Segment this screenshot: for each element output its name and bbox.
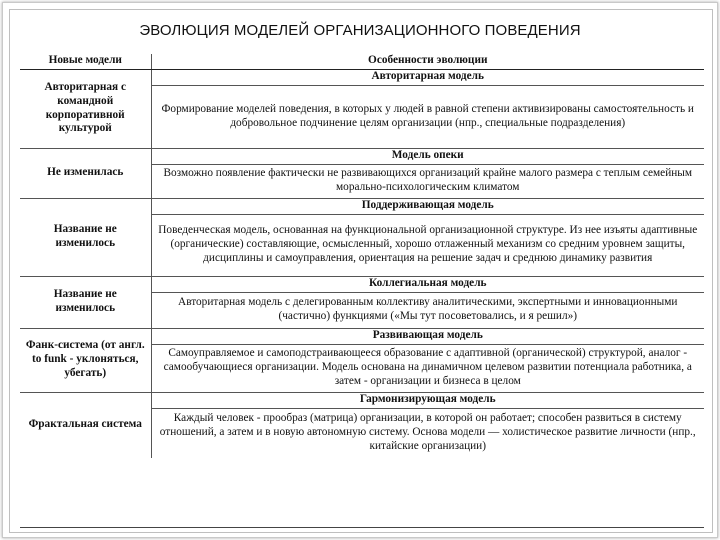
- model-type-label: Гармонизирующая модель: [151, 392, 704, 408]
- header-new-models: Новые модели: [20, 54, 151, 69]
- model-description: Возможно появление фактически не развивающихся организаций крайне малого размера с теплым семейным морально-психологическим климатом: [151, 164, 704, 198]
- evolution-table: [20, 54, 704, 458]
- model-type-label: Поддерживающая модель: [151, 198, 704, 214]
- model-type-label: Авторитарная модель: [151, 69, 704, 85]
- model-description: Каждый человек - прообраз (матрица) организации, в которой он работает; способен развиться в систему отношений, а затем и в новую автономную систему. Основа модели — холистическое развитие личности (нпр., китайские организации): [159, 412, 696, 453]
- model-name-cell: Авторитарная с командной корпоративной культурой: [20, 69, 151, 148]
- model-description: Авторитарная модель с делегированным коллективу аналитическими, экспертными и инновационными (частично) функциями («Мы тут посоветовались, и я решил»): [151, 292, 704, 328]
- model-type-label: Модель опеки: [151, 148, 704, 164]
- model-name-cell: Название не изменилось: [20, 276, 151, 328]
- model-type-row: [20, 392, 704, 408]
- model-name-cell: Фрактальная система: [20, 392, 151, 458]
- header-evolution-features: Особенности эволюции: [151, 54, 704, 69]
- model-type-row: [20, 328, 704, 344]
- model-name-cell: Название не изменилось: [20, 198, 151, 276]
- header-row: [20, 54, 704, 69]
- model-type-row: [20, 198, 704, 214]
- model-type-row: [20, 276, 704, 292]
- model-type-label: Развивающая модель: [151, 328, 704, 344]
- model-type-label: Коллегиальная модель: [151, 276, 704, 292]
- model-type-row: [20, 69, 704, 85]
- slide-title: ЭВОЛЮЦИЯ МОДЕЛЕЙ ОРГАНИЗАЦИОННОГО ПОВЕДЕНИЯ: [139, 22, 581, 39]
- model-type-row: [20, 148, 704, 164]
- model-name-cell: Не изменилась: [20, 148, 151, 198]
- model-name-cell: Фанк-система (от англ. to funk - уклоняться, убегать): [20, 328, 151, 392]
- table-bottom-rule: [20, 527, 704, 528]
- model-description: Формирование моделей поведения, в которых у людей в равной степени активизированы самостоятельность и добровольное подчинение целям организации (нпр., специальные подразделения): [151, 85, 704, 148]
- model-description: Поведенческая модель, основанная на функциональной организационной структуре. Из нее изъяты адаптивные (органические) составляющие, осмысленный, хорошо отлаженный механизм со средним уровнем защиты, дисциплины и самоуправления, ориентация на решение задач и среднюю динамику развития: [151, 214, 704, 276]
- model-description: Самоуправляемое и самоподстраивающееся образование с адаптивной (органической) структурой, аналог - самообучающиеся организации. Модель основана на динамичном целевом развитии потенциала работника, а затем - организации и бизнеса в целом: [151, 344, 704, 392]
